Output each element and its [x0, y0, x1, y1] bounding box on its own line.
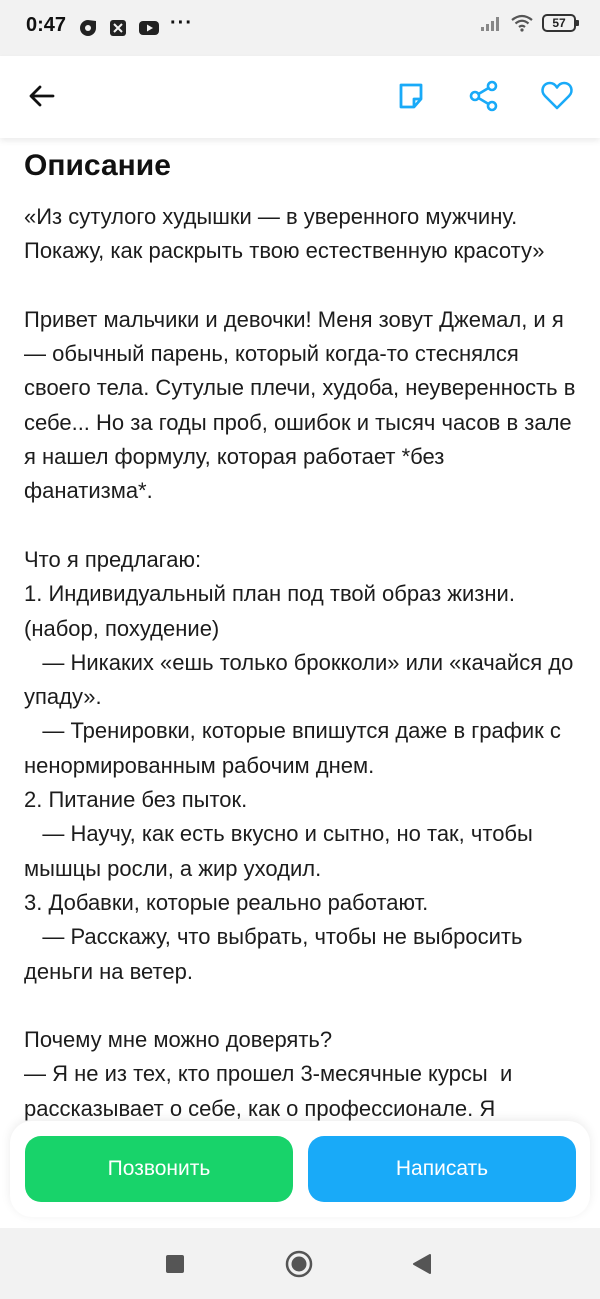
favorite-button[interactable]	[537, 76, 577, 116]
call-button[interactable]: Позвонить	[25, 1136, 293, 1202]
circle-icon	[284, 1249, 314, 1279]
note-icon	[396, 81, 426, 111]
more-notifications-icon: ···	[170, 12, 193, 34]
status-time: 0:47	[26, 14, 67, 36]
recents-button[interactable]	[159, 1248, 191, 1280]
nav-back-button[interactable]	[406, 1248, 438, 1280]
sync-icon	[108, 18, 128, 38]
wifi-icon	[510, 14, 534, 32]
triangle-back-icon	[412, 1253, 432, 1275]
note-button[interactable]	[391, 76, 431, 116]
description-section	[0, 138, 600, 1160]
messenger-icon	[78, 18, 98, 38]
square-icon	[166, 1255, 184, 1273]
share-icon	[468, 80, 500, 112]
battery-indicator: 57	[542, 14, 576, 32]
signal-icon	[480, 15, 502, 31]
system-nav-bar	[0, 1228, 600, 1299]
app-header	[0, 56, 600, 138]
write-button[interactable]: Написать	[308, 1136, 576, 1202]
action-panel	[10, 1121, 590, 1217]
share-button[interactable]	[464, 76, 504, 116]
status-notification-icons	[78, 12, 193, 39]
home-button[interactable]	[283, 1248, 315, 1280]
section-title: Описание	[24, 149, 171, 182]
arrow-left-icon	[27, 81, 57, 111]
heart-icon	[540, 80, 574, 112]
status-system-icons	[480, 14, 576, 32]
back-button[interactable]	[22, 76, 62, 116]
description-text: «Из сутулого худышки — в уверенного мужчину. Покажу, как раскрыть твою естественную красоту» Привет мальчики и девочки! Меня зовут Джемал, и я — обычный парень, который когда-то стеснялся своего тела. Сутулые плечи, худоба, неуверенность в себе... Но за годы проб, ошибок и тысяч часов в зале я нашел формулу, которая работает *без фанатизма*. Что я предлагаю: 1. Индивидуальный план под твой образ жизни. (набор, похудение) — Никаких «ешь только брокколи» или «качайся до упаду». — Тренировки, которые впишутся даже в график с ненормированным рабочим днем. 2. Питание без пыток. — Научу, как есть вкусно и сытно, но так, чтобы мышцы росли, а жир уходил. 3. Добавки, которые реально работают. — Расскажу, что выбрать, чтобы не выбросить деньги на ветер. Почему мне можно доверять? — Я не из тех, кто прошел 3-месячные курсы и рассказывает о себе, как о профессионале. Я	[24, 204, 576, 1121]
youtube-icon	[138, 19, 160, 37]
status-bar	[0, 0, 600, 56]
